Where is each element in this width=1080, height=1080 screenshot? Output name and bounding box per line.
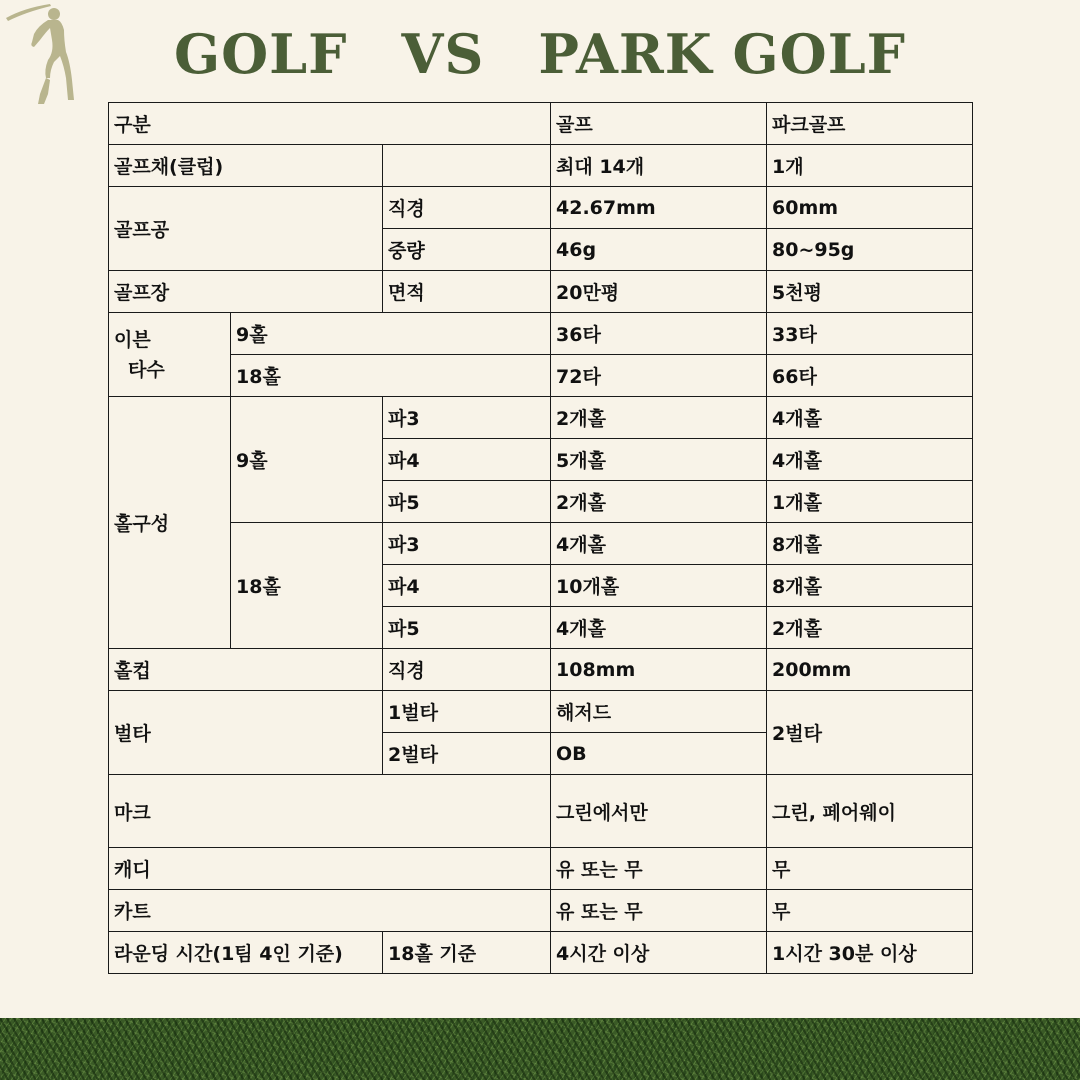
penalty-2-golf: OB	[551, 733, 767, 775]
holes-9-label: 9홀	[231, 397, 383, 523]
mark-golf: 그린에서만	[551, 775, 767, 848]
holes-18-par5: 파5	[383, 607, 551, 649]
table-row-ball-diameter	[109, 187, 973, 229]
holes-18-par4: 파4	[383, 565, 551, 607]
par-18-label: 18홀	[231, 355, 551, 397]
page-title	[0, 16, 1080, 92]
holes-9-par5-golf: 2개홀	[551, 481, 767, 523]
penalty-1-golf: 해저드	[551, 691, 767, 733]
caddie-label: 캐디	[109, 848, 551, 890]
ball-weight-label: 중량	[383, 229, 551, 271]
par-18-golf: 72타	[551, 355, 767, 397]
course-golf: 20만평	[551, 271, 767, 313]
ball-weight-park: 80~95g	[767, 229, 973, 271]
round-time-sub: 18홀 기준	[383, 932, 551, 974]
course-label: 골프장	[109, 271, 383, 313]
comparison-table	[108, 102, 973, 974]
cup-park: 200mm	[767, 649, 973, 691]
holes-9-par4: 파4	[383, 439, 551, 481]
holes-9-par5: 파5	[383, 481, 551, 523]
table-row-cup	[109, 649, 973, 691]
round-time-label: 라운딩 시간(1팀 4인 기준)	[109, 932, 383, 974]
cart-park: 무	[767, 890, 973, 932]
table-row-cart	[109, 890, 973, 932]
cup-sub: 직경	[383, 649, 551, 691]
caddie-park: 무	[767, 848, 973, 890]
par-strokes-label-line1: 이븐	[114, 328, 151, 351]
holes-label: 홀구성	[109, 397, 231, 649]
club-sub-empty	[383, 145, 551, 187]
par-9-golf: 36타	[551, 313, 767, 355]
par-9-label: 9홀	[231, 313, 551, 355]
grass-footer	[0, 1018, 1080, 1080]
penalty-label: 벌타	[109, 691, 383, 775]
par-strokes-label-line2: 타수	[128, 358, 165, 381]
mark-label: 마크	[109, 775, 551, 848]
par-9-park: 33타	[767, 313, 973, 355]
table-row-par-18	[109, 355, 973, 397]
penalty-1-label: 1벌타	[383, 691, 551, 733]
round-time-park: 1시간 30분 이상	[767, 932, 973, 974]
holes-18-par3-golf: 4개홀	[551, 523, 767, 565]
holes-18-par3-park: 8개홀	[767, 523, 973, 565]
par-18-park: 66타	[767, 355, 973, 397]
ball-weight-golf: 46g	[551, 229, 767, 271]
table-row-holes-18-par3	[109, 523, 973, 565]
cup-label: 홀컵	[109, 649, 383, 691]
header-golf: 골프	[551, 103, 767, 145]
course-sub: 면적	[383, 271, 551, 313]
club-park: 1개	[767, 145, 973, 187]
holes-9-par5-park: 1개홀	[767, 481, 973, 523]
par-strokes-label	[109, 313, 231, 397]
holes-18-label: 18홀	[231, 523, 383, 649]
holes-18-par3: 파3	[383, 523, 551, 565]
holes-9-par3-golf: 2개홀	[551, 397, 767, 439]
cart-golf: 유 또는 무	[551, 890, 767, 932]
holes-9-par3-park: 4개홀	[767, 397, 973, 439]
table-row-penalty-1	[109, 691, 973, 733]
table-row-caddie	[109, 848, 973, 890]
title-golf: GOLF	[173, 22, 348, 86]
ball-diameter-label: 직경	[383, 187, 551, 229]
holes-18-par5-park: 2개홀	[767, 607, 973, 649]
table-row-par-9	[109, 313, 973, 355]
caddie-golf: 유 또는 무	[551, 848, 767, 890]
cart-label: 카트	[109, 890, 551, 932]
header-park-golf: 파크골프	[767, 103, 973, 145]
club-golf: 최대 14개	[551, 145, 767, 187]
title-park-golf: PARK GOLF	[538, 22, 907, 86]
table-row-mark	[109, 775, 973, 848]
table-row-holes-9-par3	[109, 397, 973, 439]
penalty-2-label: 2벌타	[383, 733, 551, 775]
table-row-club	[109, 145, 973, 187]
cup-golf: 108mm	[551, 649, 767, 691]
table-row-round-time	[109, 932, 973, 974]
table-row-course	[109, 271, 973, 313]
ball-diameter-golf: 42.67mm	[551, 187, 767, 229]
holes-9-par4-park: 4개홀	[767, 439, 973, 481]
table-row-header	[109, 103, 973, 145]
holes-9-par3: 파3	[383, 397, 551, 439]
course-park: 5천평	[767, 271, 973, 313]
ball-diameter-park: 60mm	[767, 187, 973, 229]
holes-18-par4-golf: 10개홀	[551, 565, 767, 607]
mark-park: 그린, 페어웨이	[767, 775, 973, 848]
round-time-golf: 4시간 이상	[551, 932, 767, 974]
holes-18-par5-golf: 4개홀	[551, 607, 767, 649]
club-label: 골프채(클럽)	[109, 145, 383, 187]
ball-label: 골프공	[109, 187, 383, 271]
holes-18-par4-park: 8개홀	[767, 565, 973, 607]
header-category: 구분	[109, 103, 551, 145]
penalty-park: 2벌타	[767, 691, 973, 775]
title-vs: VS	[401, 22, 485, 86]
holes-9-par4-golf: 5개홀	[551, 439, 767, 481]
